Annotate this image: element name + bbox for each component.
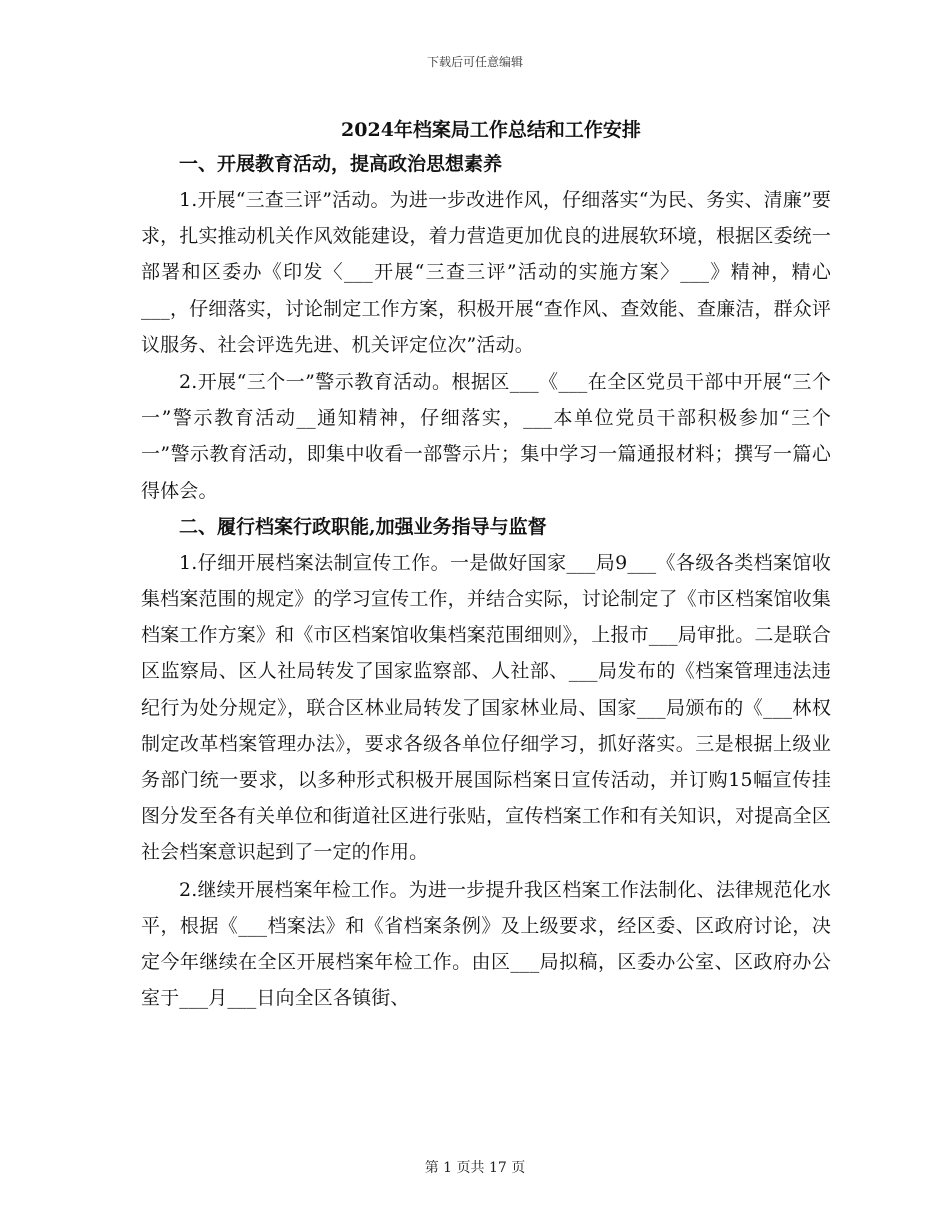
section-1-paragraph-1: 1.开展“三查三评”活动。为进一步改进作风，仔细落实“为民、务实、清廉”要求，扎实推动机关作风效能建设，着力营造更加优良的进展软环境，根据区委统一部署和区委办《印发〈___开展“三查三评”活动的实施方案〉___》精神，精心___，仔细落实，讨论制定工作方案，积极开展“查作风、查效能、查廉洁，群众评议服务、社会评选先进、机关评定位次”活动。 xyxy=(141,189,831,356)
section-2-paragraph-1: 1.仔细开展档案法制宣传工作。一是做好国家___局9___《各级各类档案馆收集档案范围的规定》的学习宣传工作，并结合实际，讨论制定了《市区档案馆收集档案工作方案》和《市区档案馆收集档案范围细则》，上报市___局审批。二是联合区监察局、区人社局转发了国家监察部、人社部、___局发布的《档案管理违法违纪行为处分规定》，联合区林业局转发了国家林业局、国家___局颁布的《___林权制定改革档案管理办法》，要求各级各单位仔细学习，抓好落实。三是根据上级业务部门统一要求，以多种形式积极开展国际档案日宣传活动，并订购15幅宣传挂图分发至各有关单位和街道社区进行张贴，宣传档案工作和有关知识，对提高全区社会档案意识起到了一定的作用。 xyxy=(141,551,831,864)
page-footer: 第 1 页共 17 页 xyxy=(424,1160,526,1176)
document-body xyxy=(141,114,831,1016)
section-heading-1: 一、开展教育活动，提高政治思想素养 xyxy=(179,153,503,175)
section-2-paragraph-2: 2.继续开展档案年检工作。为进一步提升我区档案工作法制化、法律规范化水平，根据《___档案法》和《省档案条例》及上级要求，经区委、区政府讨论，决定今年继续在全区开展档案年检工作。由区___局拟稿，区委办公室、区政府办公室于___月___日向全区各镇街、 xyxy=(141,878,831,1010)
section-1-paragraph-2: 2.开展“三个一”警示教育活动。根据区___《___在全区党员干部中开展“三个一”警示教育活动__通知精神，仔细落实，___本单位党员干部积极参加“三个一”警示教育活动，即集中收看一部警示片；集中学习一篇通报材料；撰写一篇心得体会。 xyxy=(141,371,831,502)
section-heading-2: 二、履行档案行政职能,加强业务指导与监督 xyxy=(179,515,547,538)
document-title: 2024年档案局工作总结和工作安排 xyxy=(341,119,641,141)
header-note: 下载后可任意编辑 xyxy=(426,55,523,69)
